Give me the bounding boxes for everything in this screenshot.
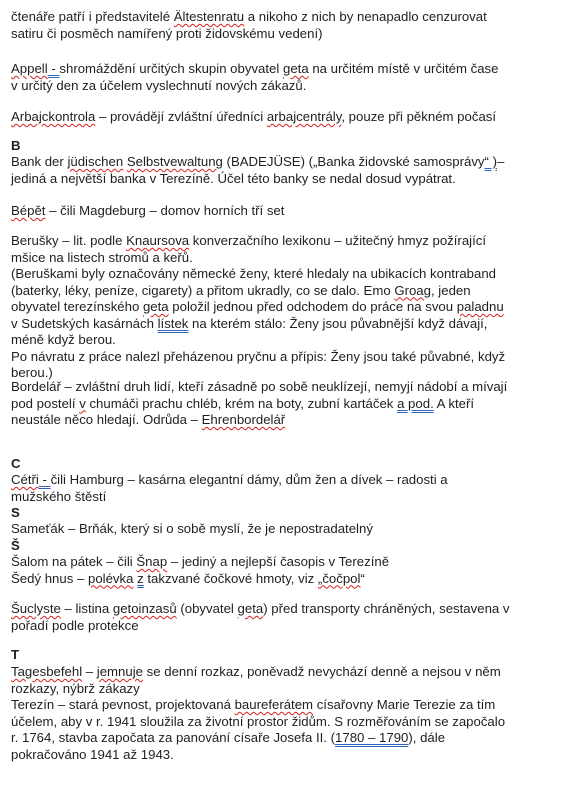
section-letter-sh: Š — [11, 538, 20, 553]
text: Šedý hnus – — [11, 570, 88, 586]
misspelled-word: arbajcentrály — [266, 109, 342, 124]
text: (BADEJÜSE) („Banka židovské samosprávy — [222, 154, 485, 169]
text: mužského štěstí — [11, 488, 107, 504]
text: “ — [360, 570, 365, 586]
text: – čili Magdeburg – domov horních tří set — [45, 203, 285, 218]
grammar-mark: lístek — [157, 315, 189, 331]
entry-berusky — [11, 233, 551, 382]
text: a nikoho z nich by nenapadlo cenzurovat — [244, 9, 487, 24]
text: v určitý den za účelem vyslechnutí nových zákazů. — [11, 77, 307, 93]
text: rozkazy, nýbrž zákazy — [11, 680, 140, 696]
entry-bepet — [11, 203, 551, 220]
text: ) před transporty chráněných, sestavena v — [263, 601, 510, 616]
misspelled-word: jüdischen — [67, 154, 124, 169]
text: shromáždění určitých skupin obyvatel — [59, 61, 283, 76]
text: pokračováno 1941 až 1943. — [11, 746, 174, 762]
text: ), dále — [408, 730, 446, 745]
text: – — [496, 154, 505, 169]
text: jediná a největší banka v Terezíně. Účel této banky se nedal dosud vypátrat. — [11, 170, 456, 186]
grammar-mark: 1780 – 1790 — [335, 730, 409, 745]
entry-term: Cétři — [11, 472, 39, 487]
text: se denní rozkaz, poněvadž nevychází denně a nejsou v něm — [142, 664, 501, 679]
entry-tagesbefehl — [11, 664, 551, 763]
misspelled-word: polévka — [87, 570, 134, 586]
entry-appell — [11, 61, 551, 94]
text: položil jednou před odchodem do práce na svou — [168, 299, 457, 314]
text: (baterky, léky, peníze, cigarety) a přitom ukradly, co se dalo. Emo — [11, 282, 395, 298]
grammar-mark: z — [137, 570, 144, 586]
text: – jediný a nejlepší časopis v Terezíně — [167, 554, 390, 569]
entry-salom — [11, 554, 551, 587]
misspelled-word: Ältestenratu — [173, 9, 245, 24]
grammar-mark: a pod. — [397, 395, 434, 411]
grammar-mark: “ ) — [484, 154, 497, 169]
text: chumáči prachu chléb, krém na boty, zubní kartáček — [85, 395, 398, 411]
text: , pouze při pěkném počasí — [341, 109, 497, 124]
intro-paragraph — [11, 9, 551, 42]
misspelled-word: „čočpol — [317, 570, 361, 586]
text: mšice na listech stromů a keřů. — [11, 249, 193, 265]
text: berou.) — [11, 365, 53, 380]
misspelled-word: geta — [237, 601, 264, 616]
misspelled-word: jemnuje — [96, 664, 143, 679]
entry-term: Tagesbefehl — [11, 664, 83, 679]
text: neustále něco hledají. Odrůda – — [11, 412, 202, 427]
text: Po návratu z práce nalezl přeházenou pryčnu a přípis: Ženy jsou také půvabné, když — [11, 348, 506, 364]
misspelled-word: v — [79, 395, 86, 411]
text: císařovny Marie Terezie za tím — [313, 697, 496, 712]
text: – listina — [60, 601, 113, 616]
text: na určitém místě v určitém čase — [308, 61, 499, 76]
text: pod postelí — [11, 395, 80, 411]
text: na kterém stálo: Ženy jsou půvabnější když dávají, — [188, 315, 488, 331]
misspelled-word: paladnu — [456, 299, 504, 314]
text: méně když berou. — [11, 332, 116, 347]
entry-cetri — [11, 472, 551, 505]
misspelled-word: geta — [282, 61, 309, 76]
entry-term: Šuclyste — [11, 601, 61, 616]
entry-term: Appell — [11, 61, 48, 76]
text: v Sudetských kasárnách — [11, 315, 158, 331]
text: obyvatel terezínského — [11, 299, 143, 314]
entry-sametak — [11, 521, 551, 538]
entry-term: Arbajckontrola — [11, 109, 96, 124]
entry-suclyste — [11, 601, 551, 634]
text: r. 1764, stavba započata za panování císaře Josefa II. ( — [11, 730, 336, 745]
text: – provádějí zvláštní úředníci — [95, 109, 267, 124]
text: (obyvatel — [176, 601, 238, 616]
misspelled-word: getoinzasů — [112, 601, 177, 616]
grammar-mark: - — [47, 61, 60, 76]
text: čtenáře patří i představitelé — [11, 9, 174, 24]
entry-bank — [11, 154, 551, 187]
text: Bank der — [11, 154, 68, 169]
text: Bordelář – zvláštní druh lidí, kteří zásadně po sobě neuklízejí, nemyjí nádobí a mívají — [11, 379, 508, 394]
text: Terezín – stará pevnost, projektovaná — [11, 697, 235, 712]
entry-term: Bépět — [11, 203, 46, 218]
misspelled-word: Knaursova — [126, 233, 190, 248]
misspelled-word: Ehrenbordelář — [201, 412, 286, 427]
text: – — [82, 664, 97, 679]
text: (Beruškami byly označovány německé ženy, které hledaly na ubikacích kontraband — [11, 266, 497, 281]
entry-arbajckontrola — [11, 109, 551, 126]
grammar-mark: - — [38, 472, 51, 487]
text: čili Hamburg – kasárna elegantní dámy, dům žen a dívek – radosti a — [50, 472, 448, 487]
text: , jeden — [430, 282, 471, 298]
text: Šalom na pátek – čili — [11, 554, 137, 569]
entry-bordelar — [11, 379, 551, 429]
misspelled-word: baureferátem — [234, 697, 314, 712]
text: pořadí podle protekce — [11, 617, 139, 633]
misspelled-word: Šnap — [136, 554, 168, 569]
misspelled-word: Groag — [394, 282, 431, 298]
misspelled-word: Selbstvewaltung — [126, 154, 223, 169]
text: Berušky – lit. podle — [11, 233, 127, 248]
text: satiru či posměch namířený proti židovskému vedení) — [11, 25, 323, 41]
section-letter-b: B — [11, 138, 21, 153]
text: účelem, aby v r. 1941 sloužila za životní prostor židům. S rozměřováním se započalo — [11, 713, 506, 729]
text: konverzačního lexikonu – užitečný hmyz požírající — [189, 233, 487, 248]
section-letter-s: S — [11, 505, 20, 520]
text: takzvané čočkové hmoty, viz — [143, 570, 318, 586]
text: A kteří — [433, 395, 475, 411]
text: Sameťák – Brňák, který si o sobě myslí, že je nepostradatelný — [11, 521, 373, 536]
section-letter-t: T — [11, 647, 20, 662]
section-letter-c: C — [11, 456, 21, 471]
misspelled-word: geta — [142, 299, 169, 314]
